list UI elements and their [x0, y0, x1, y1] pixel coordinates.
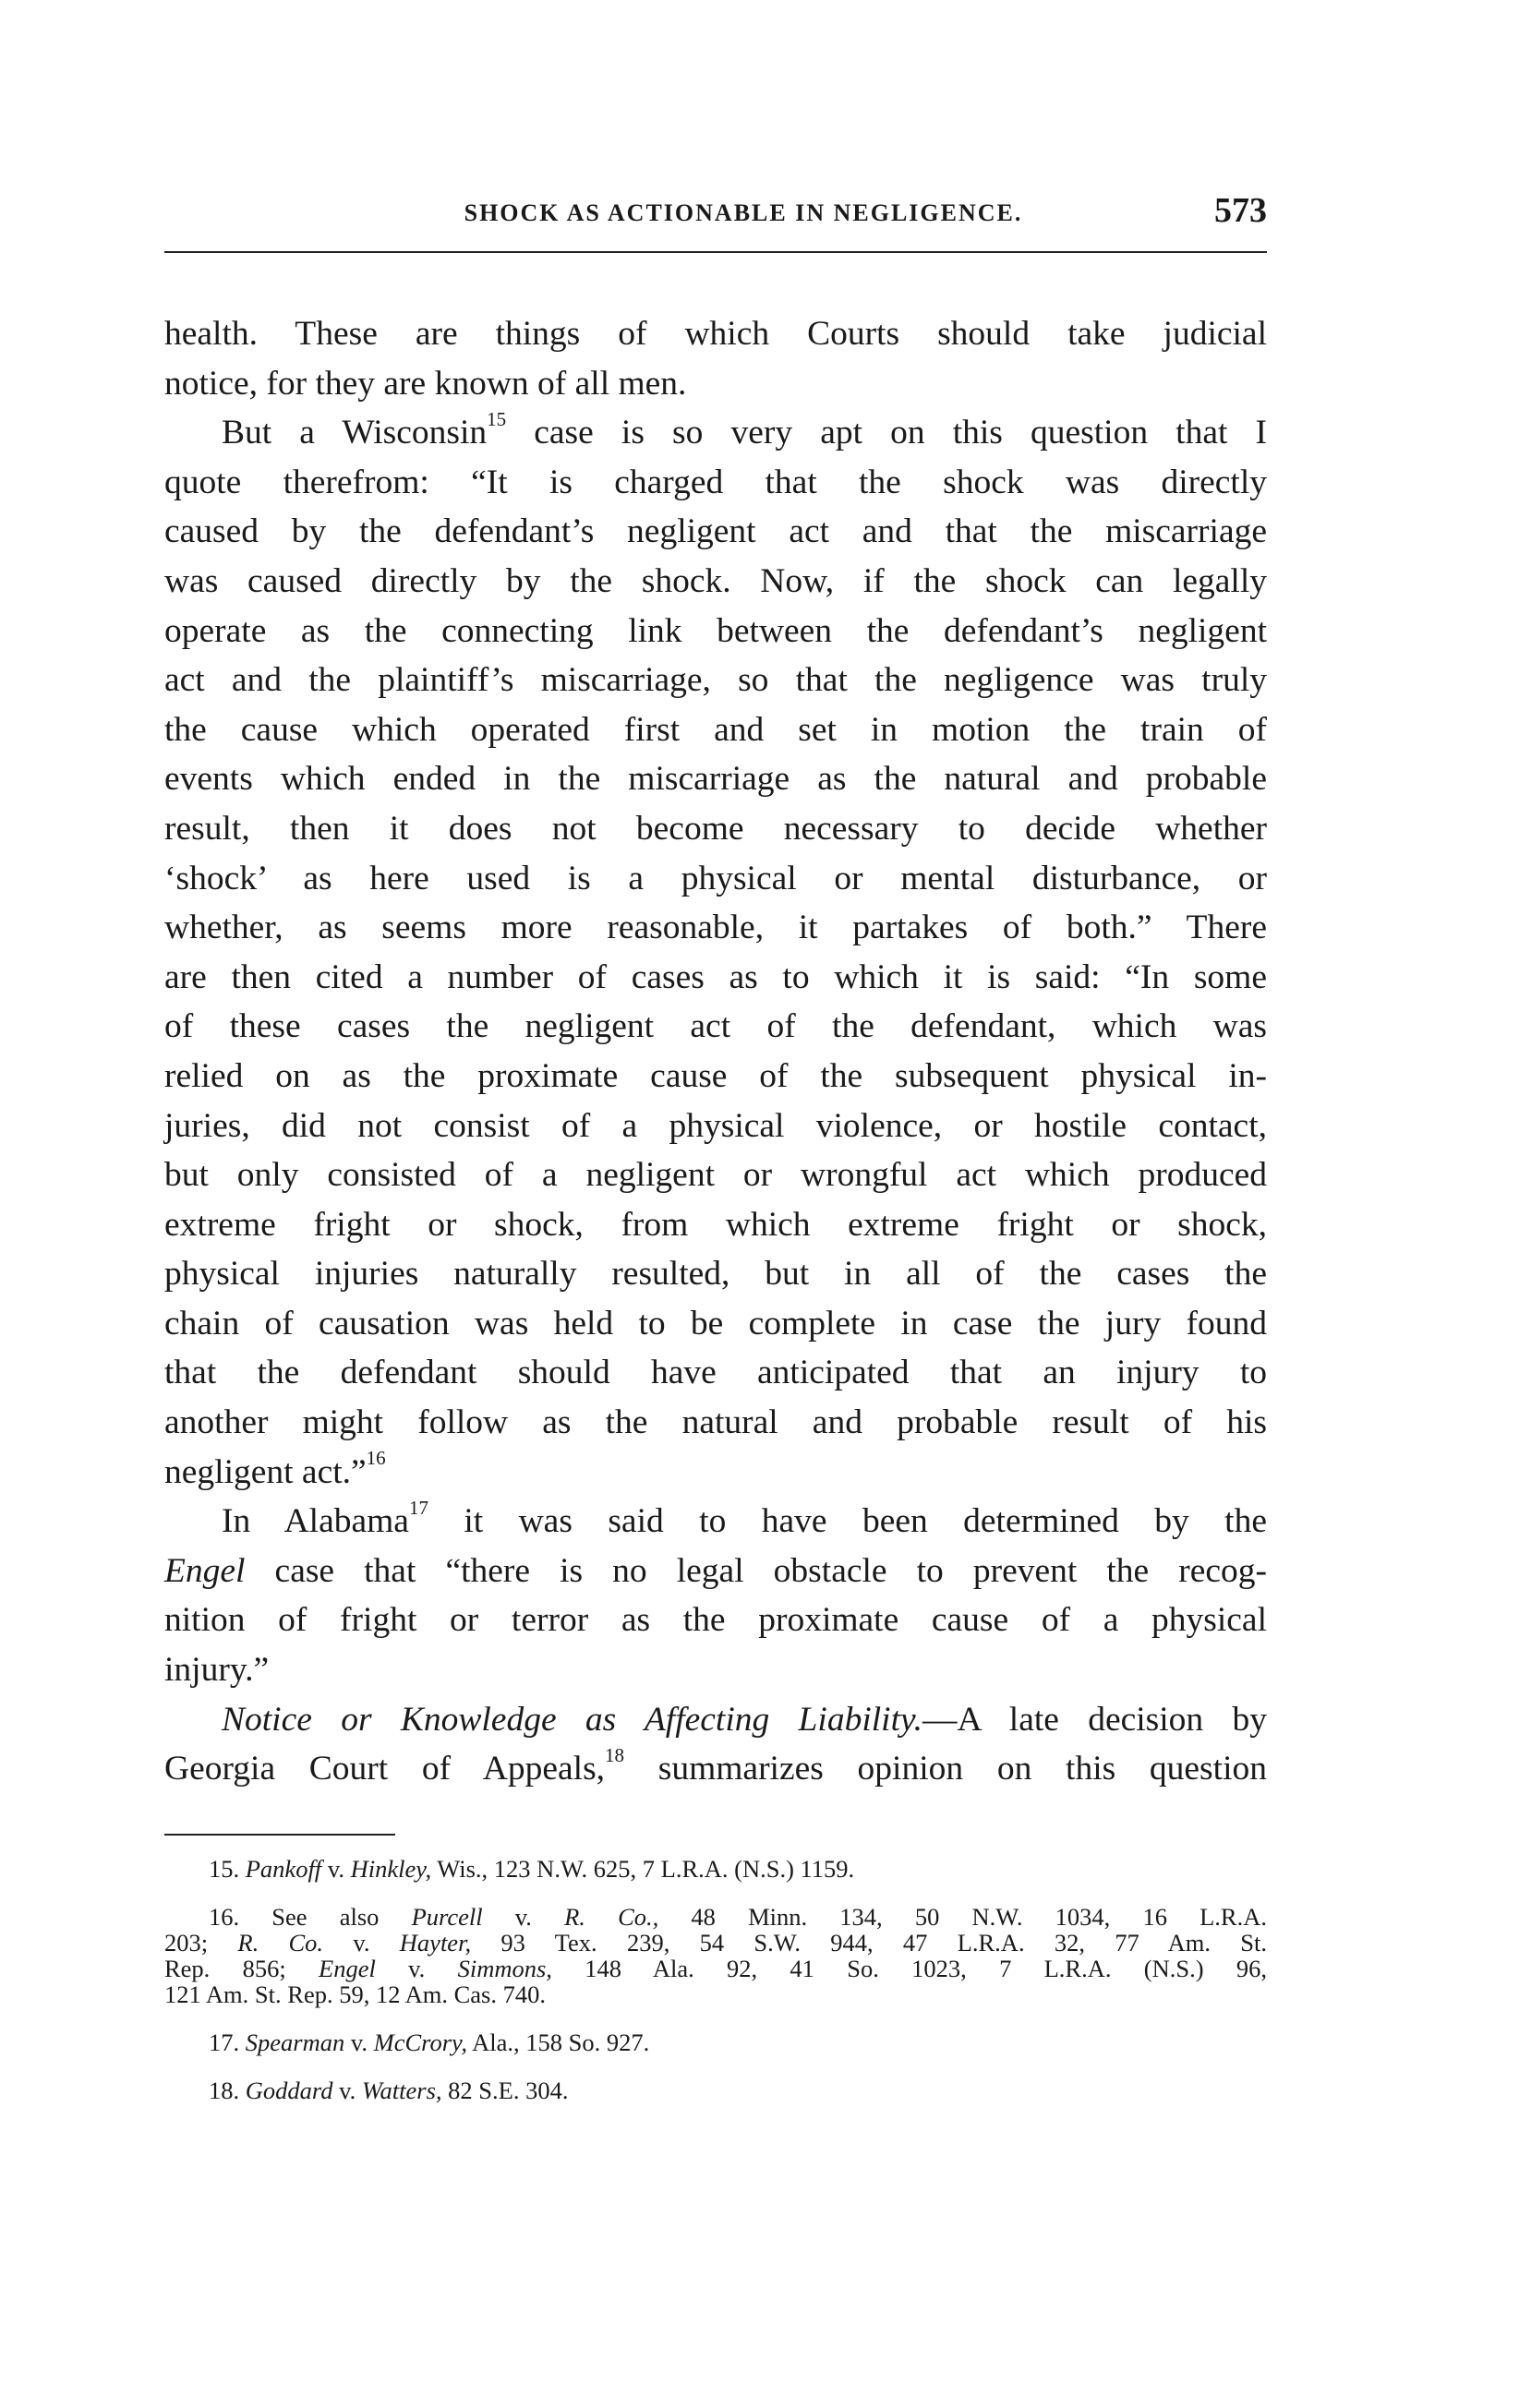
case-name: Engel: [164, 1551, 246, 1590]
case-name: Hinkley,: [350, 1855, 432, 1883]
text-line: [164, 1497, 1267, 1547]
section-heading: Notice or Knowledge as Affecting Liability.: [222, 1700, 922, 1739]
text-line: [164, 1448, 1267, 1498]
text-run: 48 Minn. 134, 50 N.W. 1034, 16 L.R.A.: [658, 1903, 1267, 1931]
text-line: that the defendant should have anticipated that an injury to: [164, 1354, 1267, 1392]
text-line: health. These are things of which Courts should take judicial: [164, 315, 1267, 353]
text-run: Wis., 123 N.W. 625, 7 L.R.A. (N.S.) 1159.: [431, 1855, 855, 1883]
footnote-line: 121 Am. St. Rep. 59, 12 Am. Cas. 740.: [164, 1981, 546, 2008]
text-run: In Alabama: [222, 1502, 409, 1541]
footnote-ref-18: 18: [605, 1743, 625, 1766]
text-run: 18.: [209, 2077, 246, 2104]
case-name: Pankoff: [245, 1855, 322, 1883]
footnote-18: [164, 2077, 1267, 2103]
footnote-rule: [164, 1834, 395, 1836]
footnote-line: [164, 2077, 1267, 2103]
text-run: case that “there is no legal obstacle to prevent the recog-: [245, 1551, 1267, 1590]
text-run: But a Wisconsin: [222, 414, 488, 452]
footnote-line: [164, 1856, 1267, 1882]
text-line: events which ended in the miscarriage as the natural and probable: [164, 760, 1267, 799]
text-run: summarizes opinion on this question: [624, 1750, 1267, 1788]
running-title: SHOCK AS ACTIONABLE IN NEGLIGENCE.: [464, 199, 1023, 226]
text-line: ‘shock’ as here used is a physical or mental disturbance, or: [164, 859, 1267, 897]
footnotes: [164, 1856, 1267, 2125]
body-text: [164, 309, 1267, 1794]
text-run: case is so very apt on this question that I: [506, 414, 1267, 452]
footnote-15: [164, 1856, 1267, 1882]
text-run: Rep. 856;: [164, 1955, 319, 1982]
text-run: negligent act.”: [164, 1452, 367, 1491]
footnote-17: [164, 2029, 1267, 2055]
text-line: relied on as the proximate cause of the subsequent physical in-: [164, 1056, 1267, 1095]
text-run: 15.: [209, 1855, 246, 1883]
case-name: Purcell: [411, 1903, 483, 1931]
footnote-ref-17: 17: [408, 1496, 428, 1519]
text-run: Georgia Court of Appeals,: [164, 1750, 606, 1788]
text-line: [164, 1547, 1267, 1596]
footnote-line: [164, 1956, 1267, 1981]
text-line: was caused directly by the shock. Now, if the shock can legally: [164, 561, 1267, 600]
text-line: of these cases the negligent act of the defendant, which was: [164, 1007, 1267, 1046]
case-name: Goddard: [245, 2077, 333, 2104]
text-run: v.: [332, 2077, 362, 2104]
text-run: 82 S.E. 304.: [441, 2077, 569, 2104]
text-run: v.: [482, 1903, 565, 1931]
text-run: it was said to have been determined by the: [428, 1502, 1267, 1541]
text-run: 17.: [209, 2029, 246, 2056]
text-line: [164, 1695, 1267, 1745]
text-run: v.: [344, 2029, 374, 2056]
text-run: Ala., 158 So. 927.: [466, 2029, 650, 2056]
text-line: result, then it does not become necessary to decide whether: [164, 809, 1267, 848]
text-line: are then cited a number of cases as to which it is said: “In some: [164, 957, 1267, 996]
text-line: [164, 408, 1267, 458]
text-line: juries, did not consist of a physical violence, or hostile contact,: [164, 1106, 1267, 1145]
page-number: 573: [1214, 191, 1267, 230]
footnote-16: [164, 1904, 1267, 2007]
text-line: nition of fright or terror as the proximate cause of a physical: [164, 1601, 1267, 1640]
text-run: v.: [321, 1855, 351, 1883]
text-run: 16. See also: [209, 1903, 412, 1931]
text-line: but only consisted of a negligent or wrongful act which produced: [164, 1156, 1267, 1195]
text-run: 93 Tex. 239, 54 S.W. 944, 47 L.R.A. 32, 77 Am. St.: [471, 1929, 1267, 1956]
footnote-line: [164, 2029, 1267, 2055]
text-line: chain of causation was held to be complete in case the jury found: [164, 1304, 1267, 1342]
text-line: act and the plaintiff’s miscarriage, so that the negligence was truly: [164, 661, 1267, 700]
case-name: Simmons,: [457, 1955, 552, 1982]
text-line: the cause which operated first and set in motion the train of: [164, 710, 1267, 749]
text-line: another might follow as the natural and probable result of his: [164, 1403, 1267, 1442]
case-name: McCrory,: [373, 2029, 467, 2056]
text-run: v.: [375, 1955, 458, 1982]
text-line: extreme fright or shock, from which extreme fright or shock,: [164, 1205, 1267, 1244]
running-header: [164, 188, 1267, 244]
text-run: 203;: [164, 1929, 238, 1956]
case-name: R. Co.,: [564, 1903, 659, 1931]
text-line: caused by the defendant’s negligent act and that the miscarriage: [164, 512, 1267, 551]
header-rule: [164, 251, 1267, 253]
text-line: injury.”: [164, 1651, 270, 1690]
case-name: R. Co.: [237, 1929, 324, 1956]
case-name: Engel: [319, 1955, 376, 1982]
text-line: whether, as seems more reasonable, it partakes of both.” There: [164, 909, 1267, 947]
footnote-line: [164, 1930, 1267, 1956]
case-name: Hayter,: [399, 1929, 472, 1956]
text-line: [164, 1744, 1267, 1794]
text-run: v.: [323, 1929, 400, 1956]
text-line: quote therefrom: “It is charged that the shock was directly: [164, 463, 1267, 501]
text-line: operate as the connecting link between the defendant’s negligent: [164, 611, 1267, 650]
text-line: physical injuries naturally resulted, but in all of the cases the: [164, 1255, 1267, 1294]
footnote-ref-15: 15: [487, 407, 507, 430]
text-run: 148 Ala. 92, 41 So. 1023, 7 L.R.A. (N.S.) 96,: [551, 1955, 1267, 1982]
case-name: Watters,: [361, 2077, 442, 2104]
text-run: —A late decision by: [922, 1700, 1267, 1739]
footnote-ref-16: 16: [366, 1447, 386, 1470]
footnote-line: [164, 1904, 1267, 1930]
case-name: Spearman: [245, 2029, 345, 2056]
text-line: notice, for they are known of all men.: [164, 364, 687, 403]
